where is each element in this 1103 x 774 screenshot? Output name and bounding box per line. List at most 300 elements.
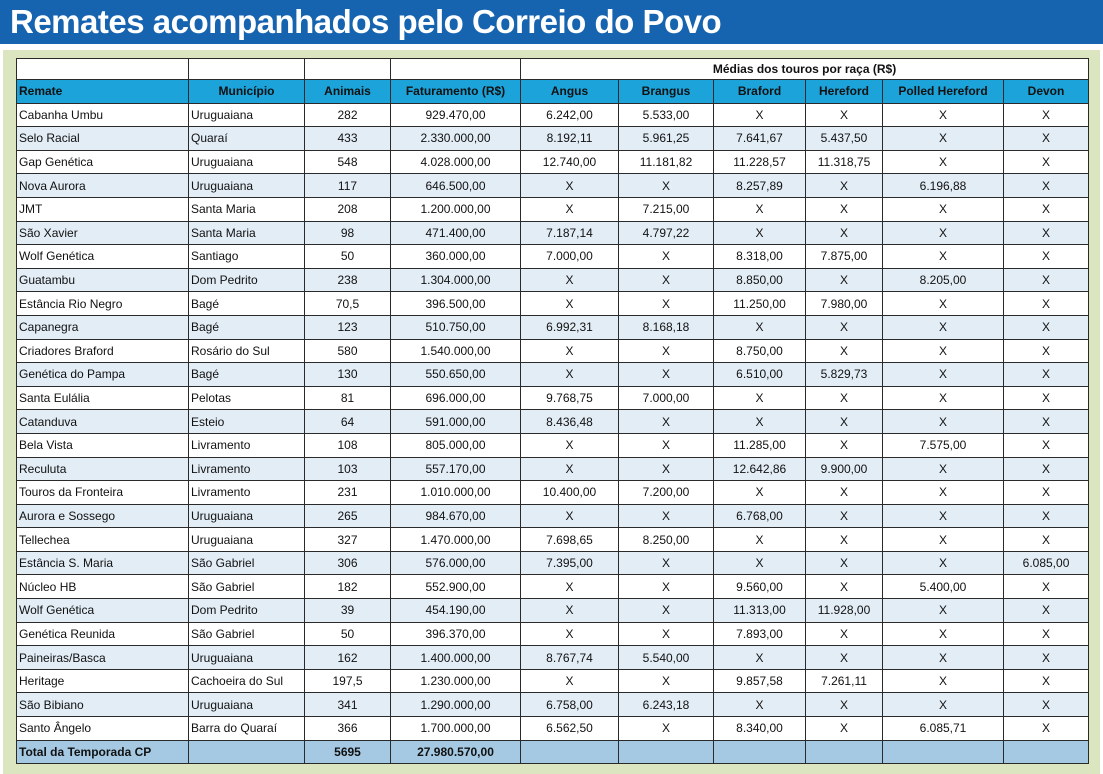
cell-devon: X — [1004, 315, 1089, 339]
cell-remate: JMT — [17, 197, 189, 221]
cell-municipio: Livramento — [189, 433, 305, 457]
total-cell-empty — [521, 740, 619, 764]
cell-animais: 162 — [305, 646, 391, 670]
cell-remate: Genética do Pampa — [17, 363, 189, 387]
cell-animais: 70,5 — [305, 292, 391, 316]
table-row — [17, 315, 1089, 339]
cell-animais: 282 — [305, 103, 391, 127]
cell-remate: São Bibiano — [17, 693, 189, 717]
cell-remate: Bela Vista — [17, 433, 189, 457]
cell-braford: X — [714, 103, 806, 127]
cell-faturamento: 1.540.000,00 — [391, 339, 521, 363]
cell-municipio: Santa Maria — [189, 221, 305, 245]
cell-angus: 7.187,14 — [521, 221, 619, 245]
total-cell-empty — [883, 740, 1004, 764]
cell-angus: 6.992,31 — [521, 315, 619, 339]
cell-hereford: X — [806, 410, 883, 434]
cell-remate: Wolf Genética — [17, 599, 189, 623]
col-header-angus: Angus — [521, 80, 619, 104]
page-title: Remates acompanhados pelo Correio do Povo — [10, 3, 722, 40]
cell-animais: 366 — [305, 717, 391, 741]
cell-polled-hereford: 6.085,71 — [883, 717, 1004, 741]
cell-animais: 50 — [305, 622, 391, 646]
cell-angus: 6.242,00 — [521, 103, 619, 127]
cell-remate: Catanduva — [17, 410, 189, 434]
cell-angus: X — [521, 575, 619, 599]
cell-brangus: X — [619, 268, 714, 292]
cell-braford: X — [714, 410, 806, 434]
cell-municipio: Dom Pedrito — [189, 268, 305, 292]
cell-brangus: X — [619, 457, 714, 481]
table-row — [17, 551, 1089, 575]
cell-remate: Aurora e Sossego — [17, 504, 189, 528]
cell-polled-hereford: X — [883, 457, 1004, 481]
cell-faturamento: 646.500,00 — [391, 174, 521, 198]
cell-devon: 6.085,00 — [1004, 551, 1089, 575]
cell-remate: Santa Eulália — [17, 386, 189, 410]
cell-angus: X — [521, 622, 619, 646]
cell-faturamento: 550.650,00 — [391, 363, 521, 387]
cell-faturamento: 454.190,00 — [391, 599, 521, 623]
cell-municipio: Uruguaiana — [189, 528, 305, 552]
cell-devon: X — [1004, 363, 1089, 387]
cell-brangus: X — [619, 575, 714, 599]
cell-brangus: X — [619, 174, 714, 198]
cell-braford: 11.250,00 — [714, 292, 806, 316]
cell-polled-hereford: 5.400,00 — [883, 575, 1004, 599]
cell-hereford: 11.318,75 — [806, 150, 883, 174]
cell-devon: X — [1004, 622, 1089, 646]
cell-brangus: X — [619, 669, 714, 693]
cell-angus: X — [521, 268, 619, 292]
cell-brangus: X — [619, 599, 714, 623]
cell-brangus: X — [619, 622, 714, 646]
cell-devon: X — [1004, 599, 1089, 623]
cell-braford: 8.318,00 — [714, 245, 806, 269]
cell-brangus: X — [619, 551, 714, 575]
cell-polled-hereford: X — [883, 693, 1004, 717]
cell-municipio: Uruguaiana — [189, 174, 305, 198]
cell-polled-hereford: X — [883, 245, 1004, 269]
cell-brangus: 4.797,22 — [619, 221, 714, 245]
cell-angus: X — [521, 197, 619, 221]
cell-polled-hereford: X — [883, 150, 1004, 174]
cell-brangus: 6.243,18 — [619, 693, 714, 717]
cell-braford: 7.893,00 — [714, 622, 806, 646]
cell-animais: 208 — [305, 197, 391, 221]
cell-polled-hereford: X — [883, 504, 1004, 528]
cell-municipio: Pelotas — [189, 386, 305, 410]
total-faturamento: 27.980.570,00 — [391, 740, 521, 764]
cell-polled-hereford: X — [883, 386, 1004, 410]
cell-angus: X — [521, 339, 619, 363]
cell-polled-hereford: X — [883, 410, 1004, 434]
table-row — [17, 646, 1089, 670]
table-row — [17, 669, 1089, 693]
cell-hereford: X — [806, 386, 883, 410]
cell-faturamento: 510.750,00 — [391, 315, 521, 339]
blank-cell — [305, 59, 391, 80]
cell-brangus: X — [619, 292, 714, 316]
cell-hereford: X — [806, 103, 883, 127]
cell-braford: X — [714, 197, 806, 221]
cell-hereford: X — [806, 717, 883, 741]
cell-brangus: 7.000,00 — [619, 386, 714, 410]
cell-polled-hereford: 8.205,00 — [883, 268, 1004, 292]
cell-faturamento: 1.230.000,00 — [391, 669, 521, 693]
cell-braford: 9.560,00 — [714, 575, 806, 599]
cell-faturamento: 805.000,00 — [391, 433, 521, 457]
cell-remate: Genética Reunida — [17, 622, 189, 646]
cell-remate: Tellechea — [17, 528, 189, 552]
cell-municipio: São Gabriel — [189, 551, 305, 575]
cell-hereford: X — [806, 268, 883, 292]
cell-faturamento: 1.400.000,00 — [391, 646, 521, 670]
cell-braford: X — [714, 315, 806, 339]
cell-faturamento: 557.170,00 — [391, 457, 521, 481]
cell-remate: Núcleo HB — [17, 575, 189, 599]
cell-faturamento: 2.330.000,00 — [391, 127, 521, 151]
cell-polled-hereford: X — [883, 292, 1004, 316]
cell-remate: Wolf Genética — [17, 245, 189, 269]
cell-devon: X — [1004, 339, 1089, 363]
cell-municipio: Barra do Quaraí — [189, 717, 305, 741]
cell-faturamento: 1.304.000,00 — [391, 268, 521, 292]
cell-animais: 64 — [305, 410, 391, 434]
cell-angus: 12.740,00 — [521, 150, 619, 174]
cell-remate: Touros da Fronteira — [17, 481, 189, 505]
table-row — [17, 410, 1089, 434]
cell-angus: 8.192,11 — [521, 127, 619, 151]
cell-devon: X — [1004, 481, 1089, 505]
cell-brangus: 8.168,18 — [619, 315, 714, 339]
cell-brangus: 7.215,00 — [619, 197, 714, 221]
cell-braford: 6.768,00 — [714, 504, 806, 528]
cell-animais: 103 — [305, 457, 391, 481]
col-header-polled-hereford: Polled Hereford — [883, 80, 1004, 104]
cell-polled-hereford: X — [883, 315, 1004, 339]
cell-devon: X — [1004, 433, 1089, 457]
cell-brangus: X — [619, 245, 714, 269]
cell-devon: X — [1004, 150, 1089, 174]
cell-hereford: 11.928,00 — [806, 599, 883, 623]
cell-angus: 8.436,48 — [521, 410, 619, 434]
cell-angus: X — [521, 433, 619, 457]
cell-animais: 341 — [305, 693, 391, 717]
cell-animais: 81 — [305, 386, 391, 410]
cell-angus: 8.767,74 — [521, 646, 619, 670]
cell-municipio: Santa Maria — [189, 197, 305, 221]
cell-municipio: Quaraí — [189, 127, 305, 151]
total-animais: 5695 — [305, 740, 391, 764]
col-header-faturamento: Faturamento (R$) — [391, 80, 521, 104]
cell-devon: X — [1004, 127, 1089, 151]
cell-remate: Guatambu — [17, 268, 189, 292]
cell-brangus: 8.250,00 — [619, 528, 714, 552]
cell-animais: 39 — [305, 599, 391, 623]
cell-brangus: 7.200,00 — [619, 481, 714, 505]
table-panel — [3, 50, 1100, 774]
cell-angus: X — [521, 363, 619, 387]
title-divider — [0, 44, 1103, 47]
cell-braford: 11.228,57 — [714, 150, 806, 174]
cell-hereford: X — [806, 504, 883, 528]
table-body — [17, 103, 1089, 740]
cell-brangus: 5.961,25 — [619, 127, 714, 151]
cell-remate: São Xavier — [17, 221, 189, 245]
table-row — [17, 717, 1089, 741]
cell-devon: X — [1004, 457, 1089, 481]
cell-hereford: X — [806, 481, 883, 505]
cell-polled-hereford: X — [883, 221, 1004, 245]
cell-animais: 108 — [305, 433, 391, 457]
table-row — [17, 103, 1089, 127]
cell-angus: 10.400,00 — [521, 481, 619, 505]
cell-angus: X — [521, 504, 619, 528]
total-row — [17, 740, 1089, 764]
cell-angus: 7.698,65 — [521, 528, 619, 552]
cell-municipio: Bagé — [189, 315, 305, 339]
table-row — [17, 127, 1089, 151]
cell-polled-hereford: X — [883, 622, 1004, 646]
cell-braford: X — [714, 646, 806, 670]
cell-polled-hereford: X — [883, 528, 1004, 552]
table-row — [17, 386, 1089, 410]
group-header-row — [17, 59, 1089, 80]
cell-hereford: X — [806, 528, 883, 552]
cell-angus: X — [521, 292, 619, 316]
table-row — [17, 221, 1089, 245]
total-cell-empty — [806, 740, 883, 764]
cell-angus: 9.768,75 — [521, 386, 619, 410]
cell-animais: 238 — [305, 268, 391, 292]
cell-braford: 8.850,00 — [714, 268, 806, 292]
cell-animais: 50 — [305, 245, 391, 269]
cell-braford: 12.642,86 — [714, 457, 806, 481]
col-header-brangus: Brangus — [619, 80, 714, 104]
table-row — [17, 528, 1089, 552]
cell-polled-hereford: X — [883, 646, 1004, 670]
column-header-row — [17, 80, 1089, 104]
cell-animais: 433 — [305, 127, 391, 151]
cell-polled-hereford: X — [883, 551, 1004, 575]
cell-angus: X — [521, 669, 619, 693]
cell-remate: Paineiras/Basca — [17, 646, 189, 670]
cell-brangus: X — [619, 433, 714, 457]
cell-hereford: 7.875,00 — [806, 245, 883, 269]
cell-devon: X — [1004, 197, 1089, 221]
cell-polled-hereford: X — [883, 103, 1004, 127]
cell-faturamento: 576.000,00 — [391, 551, 521, 575]
table-row — [17, 268, 1089, 292]
cell-devon: X — [1004, 386, 1089, 410]
cell-brangus: 5.533,00 — [619, 103, 714, 127]
cell-devon: X — [1004, 693, 1089, 717]
blank-cell — [17, 59, 189, 80]
cell-animais: 231 — [305, 481, 391, 505]
cell-braford: 11.313,00 — [714, 599, 806, 623]
table-row — [17, 363, 1089, 387]
col-header-hereford: Hereford — [806, 80, 883, 104]
cell-angus: 7.395,00 — [521, 551, 619, 575]
cell-municipio: Bagé — [189, 292, 305, 316]
cell-faturamento: 1.470.000,00 — [391, 528, 521, 552]
cell-devon: X — [1004, 669, 1089, 693]
cell-devon: X — [1004, 268, 1089, 292]
cell-remate: Estância S. Maria — [17, 551, 189, 575]
cell-angus: 6.562,50 — [521, 717, 619, 741]
table-row — [17, 245, 1089, 269]
table-row — [17, 339, 1089, 363]
cell-devon: X — [1004, 528, 1089, 552]
cell-polled-hereford: X — [883, 339, 1004, 363]
total-cell-empty — [619, 740, 714, 764]
cell-remate: Heritage — [17, 669, 189, 693]
cell-municipio: Uruguaiana — [189, 150, 305, 174]
cell-faturamento: 360.000,00 — [391, 245, 521, 269]
cell-hereford: 7.980,00 — [806, 292, 883, 316]
cell-remate: Criadores Braford — [17, 339, 189, 363]
table-row — [17, 481, 1089, 505]
table-row — [17, 504, 1089, 528]
cell-municipio: Bagé — [189, 363, 305, 387]
cell-polled-hereford: 6.196,88 — [883, 174, 1004, 198]
cell-municipio: Dom Pedrito — [189, 599, 305, 623]
total-label: Total da Temporada CP — [17, 740, 189, 764]
cell-devon: X — [1004, 410, 1089, 434]
table-row — [17, 599, 1089, 623]
cell-faturamento: 396.370,00 — [391, 622, 521, 646]
cell-devon: X — [1004, 221, 1089, 245]
cell-municipio: Livramento — [189, 481, 305, 505]
cell-braford: X — [714, 528, 806, 552]
breed-averages-header: Médias dos touros por raça (R$) — [521, 59, 1089, 80]
cell-braford: 9.857,58 — [714, 669, 806, 693]
total-cell-empty — [1004, 740, 1089, 764]
cell-hereford: X — [806, 551, 883, 575]
cell-animais: 265 — [305, 504, 391, 528]
cell-animais: 580 — [305, 339, 391, 363]
cell-municipio: Livramento — [189, 457, 305, 481]
cell-polled-hereford: X — [883, 127, 1004, 151]
cell-devon: X — [1004, 717, 1089, 741]
cell-faturamento: 591.000,00 — [391, 410, 521, 434]
cell-braford: 8.257,89 — [714, 174, 806, 198]
cell-faturamento: 4.028.000,00 — [391, 150, 521, 174]
cell-animais: 197,5 — [305, 669, 391, 693]
cell-angus: X — [521, 457, 619, 481]
cell-devon: X — [1004, 646, 1089, 670]
cell-municipio: São Gabriel — [189, 575, 305, 599]
cell-hereford: 7.261,11 — [806, 669, 883, 693]
cell-remate: Cabanha Umbu — [17, 103, 189, 127]
title-bar — [0, 0, 1103, 44]
cell-polled-hereford: X — [883, 363, 1004, 387]
table-row — [17, 622, 1089, 646]
cell-polled-hereford: X — [883, 197, 1004, 221]
cell-municipio: Uruguaiana — [189, 646, 305, 670]
cell-hereford: X — [806, 575, 883, 599]
cell-angus: 7.000,00 — [521, 245, 619, 269]
table-row — [17, 197, 1089, 221]
cell-braford: X — [714, 551, 806, 575]
cell-remate: Estância Rio Negro — [17, 292, 189, 316]
table-row — [17, 457, 1089, 481]
blank-cell — [189, 59, 305, 80]
cell-remate: Capanegra — [17, 315, 189, 339]
cell-angus: X — [521, 174, 619, 198]
cell-brangus: 5.540,00 — [619, 646, 714, 670]
table-row — [17, 433, 1089, 457]
cell-municipio: Cachoeira do Sul — [189, 669, 305, 693]
cell-hereford: 9.900,00 — [806, 457, 883, 481]
cell-municipio: Uruguaiana — [189, 693, 305, 717]
cell-remate: Nova Aurora — [17, 174, 189, 198]
cell-hereford: X — [806, 339, 883, 363]
auction-table — [16, 58, 1089, 764]
cell-braford: X — [714, 386, 806, 410]
col-header-remate: Remate — [17, 80, 189, 104]
table-row — [17, 575, 1089, 599]
cell-hereford: X — [806, 221, 883, 245]
cell-devon: X — [1004, 174, 1089, 198]
table-row — [17, 174, 1089, 198]
cell-animais: 548 — [305, 150, 391, 174]
cell-remate: Selo Racial — [17, 127, 189, 151]
cell-braford: 11.285,00 — [714, 433, 806, 457]
cell-animais: 327 — [305, 528, 391, 552]
cell-devon: X — [1004, 245, 1089, 269]
cell-polled-hereford: X — [883, 599, 1004, 623]
cell-faturamento: 471.400,00 — [391, 221, 521, 245]
cell-faturamento: 1.290.000,00 — [391, 693, 521, 717]
cell-braford: X — [714, 481, 806, 505]
cell-braford: 8.340,00 — [714, 717, 806, 741]
cell-faturamento: 552.900,00 — [391, 575, 521, 599]
cell-brangus: 11.181,82 — [619, 150, 714, 174]
cell-municipio: Uruguaiana — [189, 103, 305, 127]
cell-hereford: X — [806, 197, 883, 221]
table-row — [17, 292, 1089, 316]
cell-braford: X — [714, 693, 806, 717]
cell-hereford: X — [806, 622, 883, 646]
col-header-devon: Devon — [1004, 80, 1089, 104]
cell-devon: X — [1004, 575, 1089, 599]
cell-devon: X — [1004, 292, 1089, 316]
cell-animais: 130 — [305, 363, 391, 387]
cell-brangus: X — [619, 363, 714, 387]
cell-faturamento: 929.470,00 — [391, 103, 521, 127]
cell-brangus: X — [619, 504, 714, 528]
col-header-animais: Animais — [305, 80, 391, 104]
table-row — [17, 150, 1089, 174]
cell-hereford: X — [806, 433, 883, 457]
blank-cell — [391, 59, 521, 80]
cell-municipio: Rosário do Sul — [189, 339, 305, 363]
table-row — [17, 693, 1089, 717]
cell-polled-hereford: X — [883, 481, 1004, 505]
cell-animais: 306 — [305, 551, 391, 575]
cell-devon: X — [1004, 504, 1089, 528]
cell-braford: 6.510,00 — [714, 363, 806, 387]
cell-hereford: 5.829,73 — [806, 363, 883, 387]
cell-animais: 117 — [305, 174, 391, 198]
cell-faturamento: 1.700.000,00 — [391, 717, 521, 741]
cell-faturamento: 1.200.000,00 — [391, 197, 521, 221]
cell-animais: 98 — [305, 221, 391, 245]
cell-polled-hereford: X — [883, 669, 1004, 693]
cell-municipio: São Gabriel — [189, 622, 305, 646]
